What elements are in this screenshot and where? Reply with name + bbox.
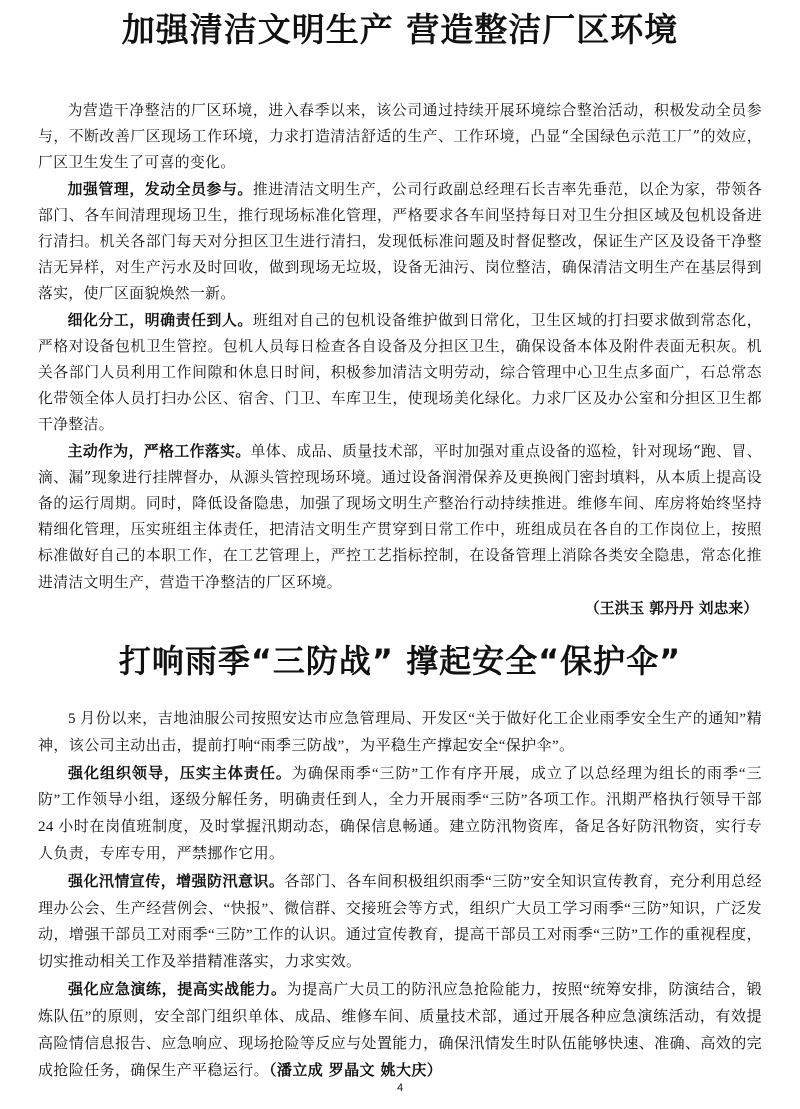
article-2-byline: （潘立成 罗晶文 姚大庆） [269, 1061, 443, 1080]
paragraph-text: 为确保雨季“三防”工作有序开展，成立了以总经理为组长的雨季“三防”工作领导小组，逐级分解任务，明确责任到人，全力开展雨季“三防”各项工作。汛期严格执行领导干部 24 小时在岗值班制度，及时掌握汛期动态，确保信息畅通。建立防汛物资库，备足各好防汛物资，实行专人负责，专库专用，严禁挪作它用。 [38, 765, 762, 862]
paragraph-lead: 主动作为，严格工作落实。 [67, 442, 251, 460]
article-1-paragraph-3 [38, 308, 762, 439]
article-1-body [38, 98, 762, 622]
article-1-byline: （王洪玉 郭丹丹 刘忠来） [584, 599, 758, 617]
paragraph-text: 推进清洁文明生产，公司行政副总经理石长吉率先垂范，以企为家，带领各部门、各车间清理现场卫生，推行现场标准化管理，严格要求各车间坚持每日对卫生分担区域及包机设备进行清扫。机关各部门每天对分担区卫生进行清扫，发现低标准问题及时督促整改，保证生产区及设备干净整洁无异样，对生产污水及时回收，做到现场无垃圾，设备无油污、岗位整洁，确保清洁文明生产在基层得到落实，使厂区面貌焕然一新。 [38, 180, 763, 303]
paragraph-lead: 细化分工，明确责任到人。 [67, 311, 253, 329]
article-1-title: 加强清洁文明生产 营造整洁厂区环境 [121, 10, 679, 49]
article-2-paragraph-3 [38, 868, 762, 976]
paragraph-text: 为营造干净整洁的厂区环境，进入春季以来，该公司通过持续开展环境综合整治活动，积极发动全员参与，不断改善厂区现场工作环境，力求打造清洁舒适的生产、工作环境，凸显“全国绿色示范工厂”的效应，厂区卫生发生了可喜的变化。 [38, 102, 762, 172]
article-1-paragraph-4 [38, 439, 762, 596]
article-1-paragraph-1 [38, 98, 762, 177]
article-2-paragraph-1 [38, 706, 762, 760]
page-number: 4 [396, 1082, 404, 1094]
article-2-title: 打响雨季“三防战” 撑起安全“保护伞” [118, 642, 682, 680]
paragraph-lead: 加强管理，发动全员参与。 [67, 180, 253, 198]
article-2-paragraph-4 [38, 976, 762, 1085]
paragraph-text: 5 月份以来，吉地油服公司按照安达市应急管理局、开发区“关于做好化工企业雨季安全生产的通知”精神，该公司主动出击，提前打响“雨季三防战”，为平稳生产撑起安全“保护伞”。 [38, 711, 762, 754]
paragraph-lead: 强化组织领导，压实主体责任。 [68, 763, 292, 782]
article-1-paragraph-2 [38, 177, 762, 308]
article-2-body [38, 706, 762, 1085]
paragraph-text: 班组对自己的包机设备维护做到日常化，卫生区域的打扫要求做到常态化，严格对设备包机卫生管控。包机人员每日检查各自设备及分担区卫生，确保设备本体及附件表面无积灰。机关各部门人员利用工作间隙和休息日时间，积极参加清洁文明劳动，综合管理中心卫生点多面广，石总常态化带领全体人员打扫办公区、宿舍、门卫、车库卫生，使现场美化绿化。力求厂区及办公室和分担区卫生都干净整洁。 [38, 311, 763, 434]
paragraph-lead: 强化应急演练，提高实战能力。 [68, 979, 287, 998]
paragraph-text: 为提高广大员工的防汛应急抢险能力，按照“统筹安排，防演结合，锻炼队伍”的原则，安全部门组织单体、成品、维修车间、质量技术部，通过开展各种应急演练活动，有效提高险情信息报告、应急响应、现场抢险等反应与处置能力，确保汛情发生时队伍能够快速、准确、高效的完成抢险任务，确保生产平稳运行。 [38, 981, 762, 1080]
article-2-paragraph-2 [38, 760, 762, 868]
paragraph-text: 各部门、各车间积极组织雨季“三防”安全知识宣传教育，充分利用总经理办公会、生产经营例会、“快报”、微信群、交接班会等方式，组织广大员工学习雨季“三防”知识，广泛发动，增强干部员工对雨季“三防”工作的认识。通过宣传教育，提高干部员工对雨季“三防”工作的重视程度，切实推动相关工作及举措精准落实，力求实效。 [38, 873, 762, 971]
paragraph-lead: 强化汛情宣传，增强防汛意识。 [68, 871, 285, 890]
paragraph-text: 单体、成品、质量技术部，平时加强对重点设备的巡检，针对现场“跑、冒、滴、漏”现象进行挂牌督办，从源头管控现场环境。通过设备润滑保养及更换阀门密封填料，从本质上提高设备的运行周期。同时，降低设备隐患，加强了现场文明生产整治行动持续推进。维修车间、库房将始终坚持精细化管理，压实班组主体责任，把清洁文明生产贯穿到日常工作中，班组成员在各自的工作岗位上，按照标准做好自己的本职工作，在工艺管理上，严控工艺指标控制，在设备管理上消除各类安全隐患，常态化推进清洁文明生产，营造干净整洁的厂区环境。 [38, 442, 762, 591]
